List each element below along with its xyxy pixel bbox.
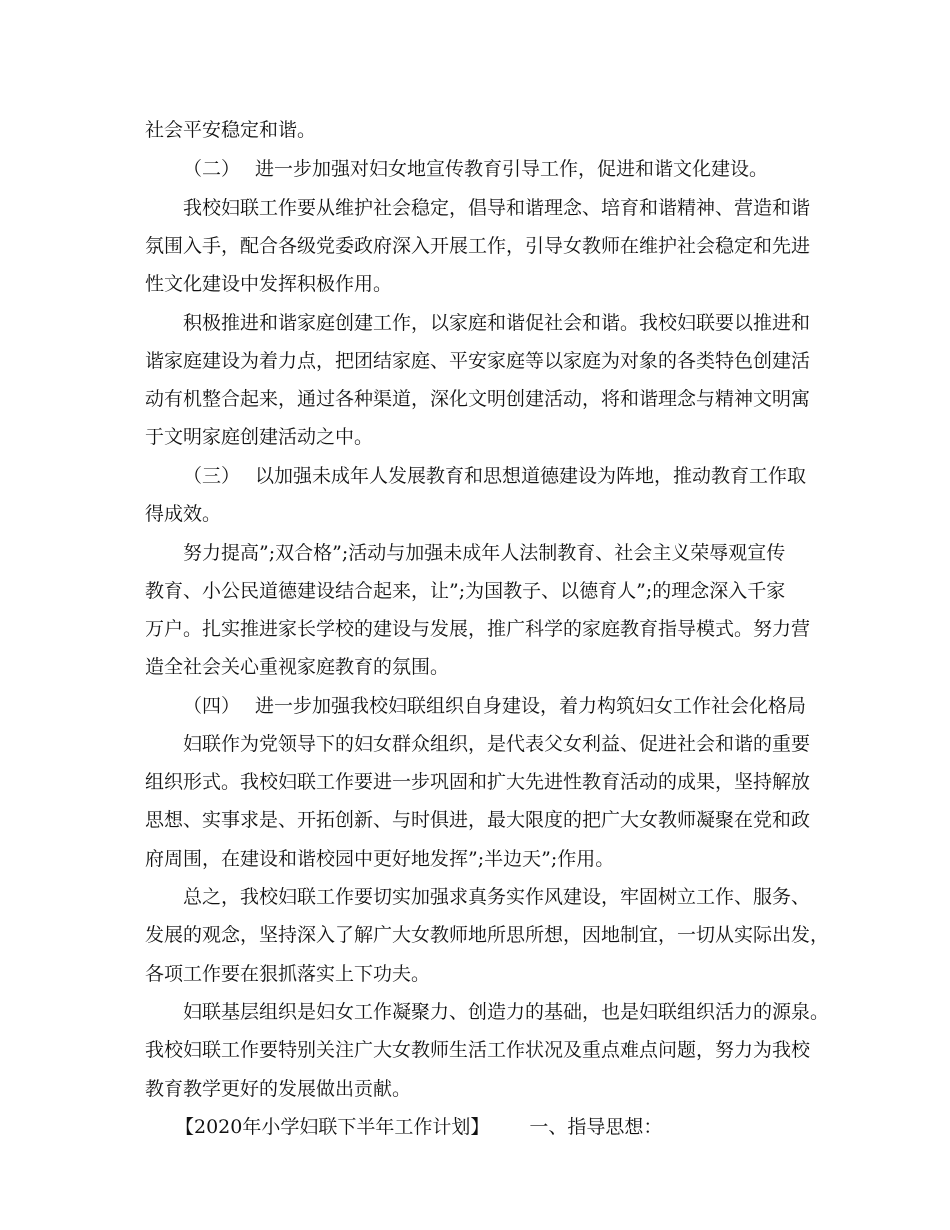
section-title: 以加强未成年人发展教育和思想道德建设为阵地，推动教育工作取 — [255, 465, 807, 487]
paragraph-line: 动有机整合起来，通过各种渠道，深化文明创建活动，将和谐理念与精神文明寓 — [145, 388, 811, 410]
paragraph-line: 妇联作为党领导下的妇女群众组织，是代表父女利益、促进社会和谐的重要 — [183, 733, 811, 755]
paragraph-line: 发展的观念，坚持深入了解广大女教师地所思所想，因地制宜，一切从实际出发， — [145, 924, 830, 946]
section-number: （四） — [183, 695, 241, 717]
paragraph-line: 组织形式。我校妇联工作要进一步巩固和扩大先进性教育活动的成果，坚持解放 — [145, 771, 811, 793]
section-heading-4 — [0, 694, 950, 718]
paragraph-line: 于文明家庭创建活动之中。 — [145, 426, 374, 448]
guiding-ideology-heading: 一、指导思想： — [529, 1116, 663, 1138]
plan-title: 【2020年小学妇联下半年工作计划】 — [175, 1116, 490, 1138]
section-number: （三） — [183, 465, 241, 487]
paragraph-line: 得成效。 — [145, 503, 222, 525]
paragraph-line: 万户。扎实推进家长学校的建设与发展，推广科学的家庭教育指导模式。努力营 — [145, 618, 811, 640]
paragraph-line: 教育、小公民道德建设结合起来，让”;为国教子、以德育人”;的理念深入千家 — [145, 580, 786, 602]
paragraph-line: 我校妇联工作要从维护社会稳定，倡导和谐理念、培育和谐精神、营造和谐 — [183, 197, 811, 219]
section-heading-3 — [0, 464, 950, 488]
paragraph-line: 社会平安稳定和谐。 — [145, 119, 317, 141]
section-title: 进一步加强对妇女地宣传教育引导工作，促进和谐文化建设。 — [255, 158, 769, 180]
section-heading-2 — [0, 157, 950, 181]
paragraph-line: 妇联基层组织是妇女工作凝聚力、创造力的基础，也是妇联组织活力的源泉。 — [183, 1001, 830, 1023]
plan-heading — [0, 1115, 950, 1139]
paragraph-line: 思想、实事求是、开拓创新、与时俱进，最大限度的把广大女教师凝聚在党和政 — [145, 809, 811, 831]
paragraph-line: 造全社会关心重视家庭教育的氛围。 — [145, 656, 450, 678]
paragraph-line: 教育教学更好的发展做出贡献。 — [145, 1078, 412, 1100]
paragraph-line: 积极推进和谐家庭创建工作，以家庭和谐促社会和谐。我校妇联要以推进和 — [183, 312, 811, 334]
section-number: （二） — [183, 158, 241, 180]
paragraph-line: 各项工作要在狠抓落实上下功夫。 — [145, 963, 431, 985]
paragraph-line: 府周围，在建设和谐校园中更好地发挥”;半边天”;作用。 — [145, 848, 615, 870]
paragraph-line: 努力提高”;双合格”;活动与加强未成年人法制教育、社会主义荣辱观宣传 — [183, 542, 786, 564]
paragraph-line: 我校妇联工作要特别关注广大女教师生活工作状况及重点难点问题，努力为我校 — [145, 1039, 811, 1061]
paragraph-line: 氛围入手，配合各级党委政府深入开展工作，引导女教师在维护社会稳定和先进 — [145, 235, 811, 257]
paragraph-line: 性文化建设中发挥积极作用。 — [145, 273, 393, 295]
paragraph-line: 总之，我校妇联工作要切实加强求真务实作风建设，牢固树立工作、服务、 — [183, 886, 811, 908]
paragraph-line: 谐家庭建设为着力点，把团结家庭、平安家庭等以家庭为对象的各类特色创建活 — [145, 350, 811, 372]
section-title: 进一步加强我校妇联组织自身建设，着力构筑妇女工作社会化格局 — [255, 695, 807, 717]
